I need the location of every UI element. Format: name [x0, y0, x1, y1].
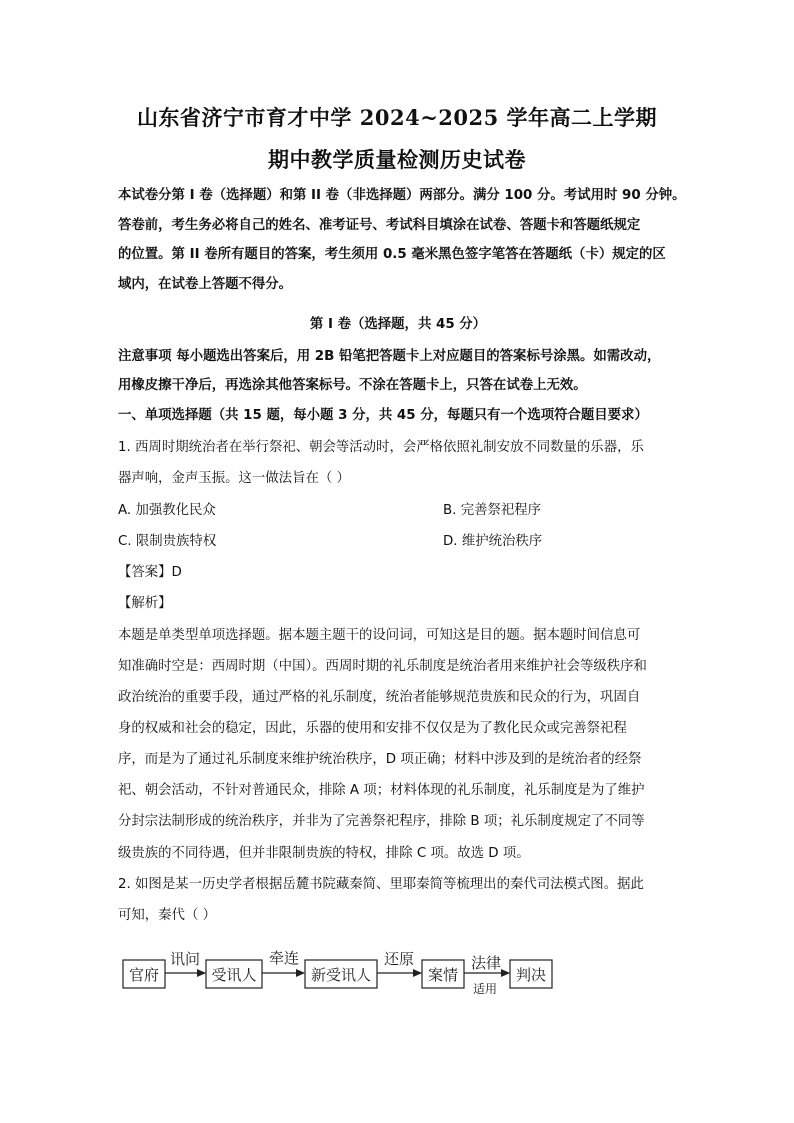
option-c: C. 限制贵族特权 [118, 534, 217, 549]
diagram-arrow-sublabel: 适用 [472, 982, 498, 996]
section-title: 第 I 卷（选择题，共 45 分） [309, 317, 487, 332]
intro-line: 域内，在试卷上答题不得分。 [118, 277, 293, 292]
notes-line: 用橡皮擦干净后，再选涂其他答案标号。不涂在答题卡上，只答在试卷上无效。 [118, 378, 587, 393]
analysis-line: 级贵族的不同待遇，但并非限制贵族的特权，排除 C 项。故选 D 项。 [118, 846, 530, 861]
analysis-line: 本题是单类型单项选择题。据本题主题干的设问词，可知这是目的题。据本题时间信息可 [118, 628, 641, 643]
intro-line: 本试卷分第 I 卷（选择题）和第 II 卷（非选择题）两部分。满分 100 分。考试用时 90 分钟。 [118, 188, 686, 203]
answer: 【答案】D [118, 565, 182, 580]
diagram-arrow-label: 法律 [470, 954, 502, 972]
question-stem: 2. 如图是某一历史学者根据岳麓书院藏秦简、里耶秦简等梳理出的秦代司法模式图。据此 [118, 877, 644, 892]
exam-title-line2: 期中教学质量检测历史试卷 [268, 147, 526, 172]
analysis-label: 【解析】 [118, 596, 172, 611]
diagram-arrow-label: 还原 [383, 950, 415, 968]
option-b: B. 完善祭祀程序 [443, 503, 542, 518]
question-stem: 器声响，金声玉振。这一做法旨在（ ） [118, 471, 350, 486]
diagram-node-label: 新受讯人 [310, 966, 372, 984]
diagram-node-label: 案情 [427, 966, 459, 984]
analysis-line: 知准确时空是：西周时期（中国）。西周时期的礼乐制度是统治者用来维护社会等级秩序和 [118, 659, 647, 674]
intro-line: 答卷前，考生务必将自己的姓名、准考证号、考试科目填涂在试卷、答题卡和答题纸规定 [118, 218, 641, 233]
option-d: D. 维护统治秩序 [443, 534, 543, 549]
diagram-arrow-label: 讯问 [169, 950, 201, 968]
option-a: A. 加强教化民众 [118, 503, 216, 518]
question-stem: 1. 西周时期统治者在举行祭祀、朝会等活动时，会严格依照礼制安放不同数量的乐器，乐 [118, 440, 644, 455]
analysis-line: 身的权威和社会的稳定，因此，乐器的使用和安排不仅仅是为了教化民众或完善祭祀程 [118, 721, 627, 736]
part-heading: 一、单项选择题（共 15 题，每小题 3 分，共 45 分，每题只有一个选项符合题目要求） [118, 408, 648, 423]
analysis-line: 政治统治的重要手段，通过严格的礼乐制度，统治者能够规范贵族和民众的行为，巩固自 [118, 690, 641, 705]
exam-title-line1: 山东省济宁市育才中学 2024~2025 学年高二上学期 [136, 105, 658, 130]
diagram-node-label: 判决 [515, 966, 547, 984]
analysis-line: 分封宗法制形成的统治秩序，并非为了完善祭祀程序，排除 B 项；礼乐制度规定了不同等 [118, 814, 645, 829]
analysis-line: 祀、朝会活动，不针对普通民众，排除 A 项；材料体现的礼乐制度，礼乐制度是为了维护 [118, 783, 645, 798]
diagram-node-label: 官府 [128, 966, 160, 984]
diagram-node-label: 受讯人 [211, 966, 257, 984]
question-stem: 可知，秦代（ ） [118, 908, 216, 923]
diagram-arrow-label: 牵连 [268, 949, 300, 967]
notes-line: 注意事项 每小题选出答案后，用 2B 铅笔把答题卡上对应题目的答案标号涂黑。如需改动， [118, 349, 661, 364]
analysis-line: 序，而是为了通过礼乐制度来维护统治秩序，D 项正确；材料中涉及到的是统治者的经祭 [118, 752, 642, 767]
intro-line: 的位置。第 II 卷所有题目的答案，考生须用 0.5 毫米黑色签字笔答在答题纸（卡）规定的区 [118, 247, 666, 262]
